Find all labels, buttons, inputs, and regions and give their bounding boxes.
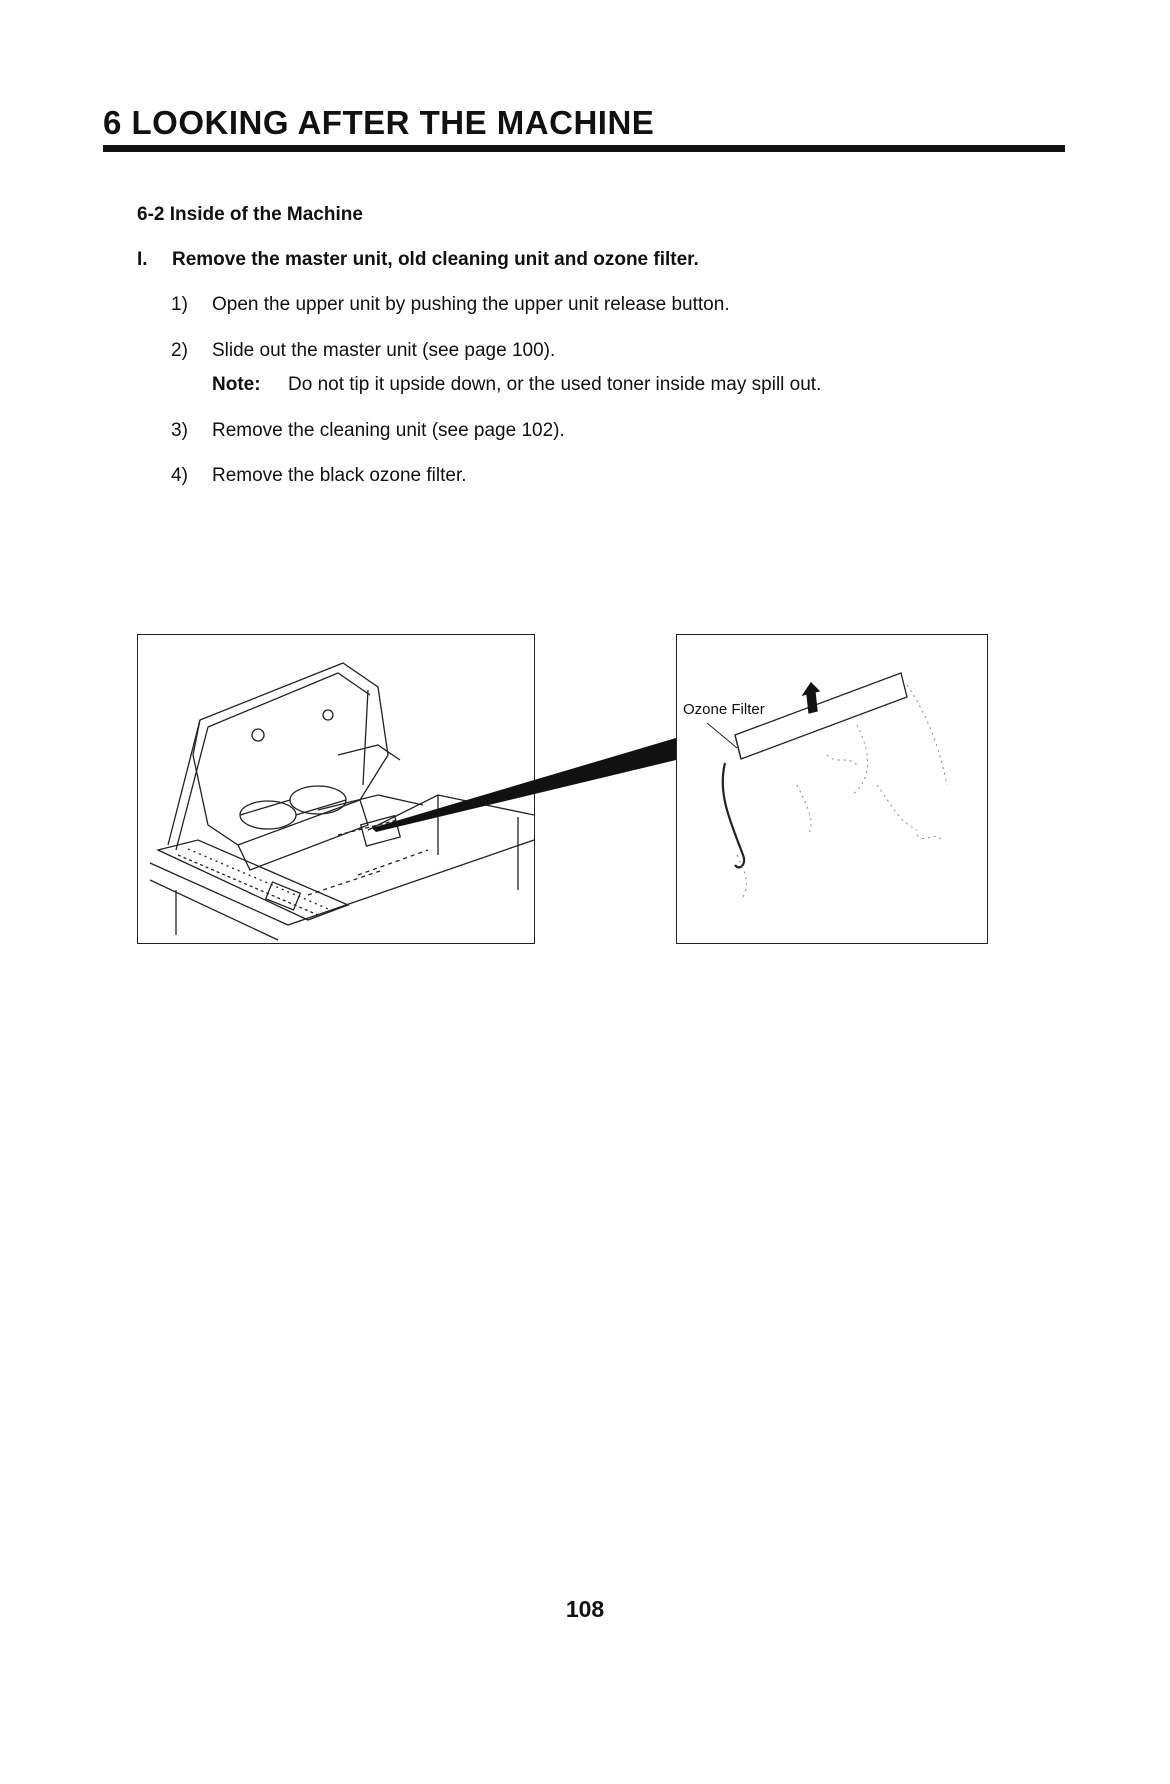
substep-number: 2) [171, 340, 188, 361]
step-heading-text: Remove the master unit, old cleaning unit and ozone filter. [172, 249, 699, 270]
substep-text: Remove the black ozone filter. [212, 465, 467, 486]
step-number: I. [137, 249, 148, 270]
note-text: Do not tip it upside down, or the used toner inside may spill out. [288, 374, 822, 395]
substep-2 [171, 340, 555, 362]
substep-number: 3) [171, 420, 188, 441]
chapter-title: 6 LOOKING AFTER THE MACHINE [103, 104, 655, 141]
machine-figure [137, 634, 535, 944]
substep-number: 4) [171, 465, 188, 486]
substep-1 [171, 294, 730, 316]
section-title: 6-2 Inside of the Machine [137, 204, 363, 225]
note [212, 374, 821, 396]
page-number: 108 [565, 1596, 605, 1622]
chapter-rule [103, 145, 1065, 152]
ozone-filter-illustration [677, 635, 987, 943]
substep-text: Slide out the master unit (see page 100). [212, 340, 556, 361]
substep-text: Remove the cleaning unit (see page 102). [212, 420, 565, 441]
substep-text: Open the upper unit by pushing the upper unit release button. [212, 294, 730, 315]
ozone-filter-figure [676, 634, 988, 944]
machine-illustration [138, 635, 534, 943]
substep-3 [171, 420, 565, 442]
substep-number: 1) [171, 294, 188, 315]
upper-unit-outline [193, 663, 388, 845]
cable [723, 763, 744, 867]
step-heading [137, 249, 699, 271]
substep-4 [171, 465, 467, 487]
ozone-filter-label: Ozone Filter [683, 701, 765, 718]
note-label: Note: [212, 374, 261, 395]
